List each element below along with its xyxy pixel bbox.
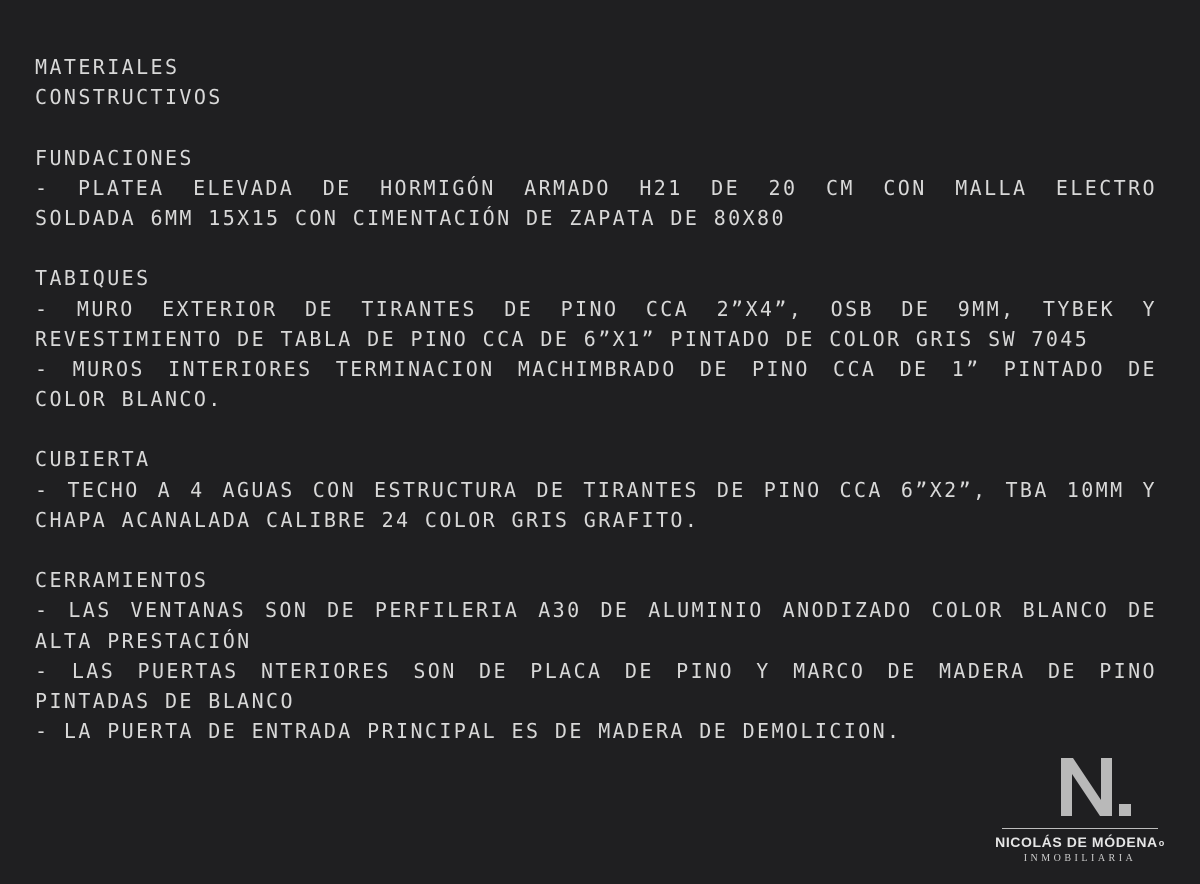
logo-subtitle: INMOBILIARIA [1023,853,1137,864]
section-line: - LAS PUERTAS NTERIORES SON DE PLACA DE PINO Y MARCO DE MADERA DE PINO [35,658,1157,683]
section-line: CHAPA ACANALADA CALIBRE 24 COLOR GRIS GRAFITO. [35,507,700,532]
section-line: - PLATEA ELEVADA DE HORMIGÓN ARMADO H21 DE 20 CM CON MALLA ELECTRO [35,175,1157,200]
section-line: COLOR BLANCO. [35,387,223,412]
section-line: PINTADAS DE BLANCO [35,688,295,713]
document-title-line-2: CONSTRUCTIVOS [35,85,223,110]
materials-document [35,52,1157,746]
section-line: ALTA PRESTACIÓN [35,628,252,653]
logo-mark-icon [1057,752,1137,822]
section-line: - LA PUERTA DE ENTRADA PRINCIPAL ES DE MADERA DE DEMOLICION. [35,719,902,744]
spacer [35,233,1157,263]
section-line: - TECHO A 4 AGUAS CON ESTRUCTURA DE TIRANTES DE PINO CCA 6”X2”, TBA 10MM Y [35,477,1157,502]
logo-name-text: NICOLÁS DE MÓDENA [995,834,1158,850]
logo-name [990,834,1170,850]
section-heading-tabiques: TABIQUES [35,266,151,291]
section-line: SOLDADA 6MM 15X15 CON CIMENTACIÓN DE ZAPATA DE 80X80 [35,205,786,230]
spacer [35,112,1157,142]
logo-divider [1002,828,1158,829]
section-heading-cerramientos: CERRAMIENTOS [35,568,209,593]
logo-suffix: o [1158,838,1165,848]
section-heading-cubierta: CUBIERTA [35,447,151,472]
spacer [35,414,1157,444]
section-line: - MURO EXTERIOR DE TIRANTES DE PINO CCA 2”X4”, OSB DE 9MM, TYBEK Y [35,296,1157,321]
company-logo [990,752,1170,872]
section-heading-fundaciones: FUNDACIONES [35,145,194,170]
section-line: - MUROS INTERIORES TERMINACION MACHIMBRADO DE PINO CCA DE 1” PINTADO DE [35,356,1157,381]
document-title-line-1: MATERIALES [35,55,180,79]
section-line: - LAS VENTANAS SON DE PERFILERIA A30 DE ALUMINIO ANODIZADO COLOR BLANCO DE [35,598,1157,623]
spacer [35,535,1157,565]
section-line: REVESTIMIENTO DE TABLA DE PINO CCA DE 6”X1” PINTADO DE COLOR GRIS SW 7045 [35,326,1090,351]
